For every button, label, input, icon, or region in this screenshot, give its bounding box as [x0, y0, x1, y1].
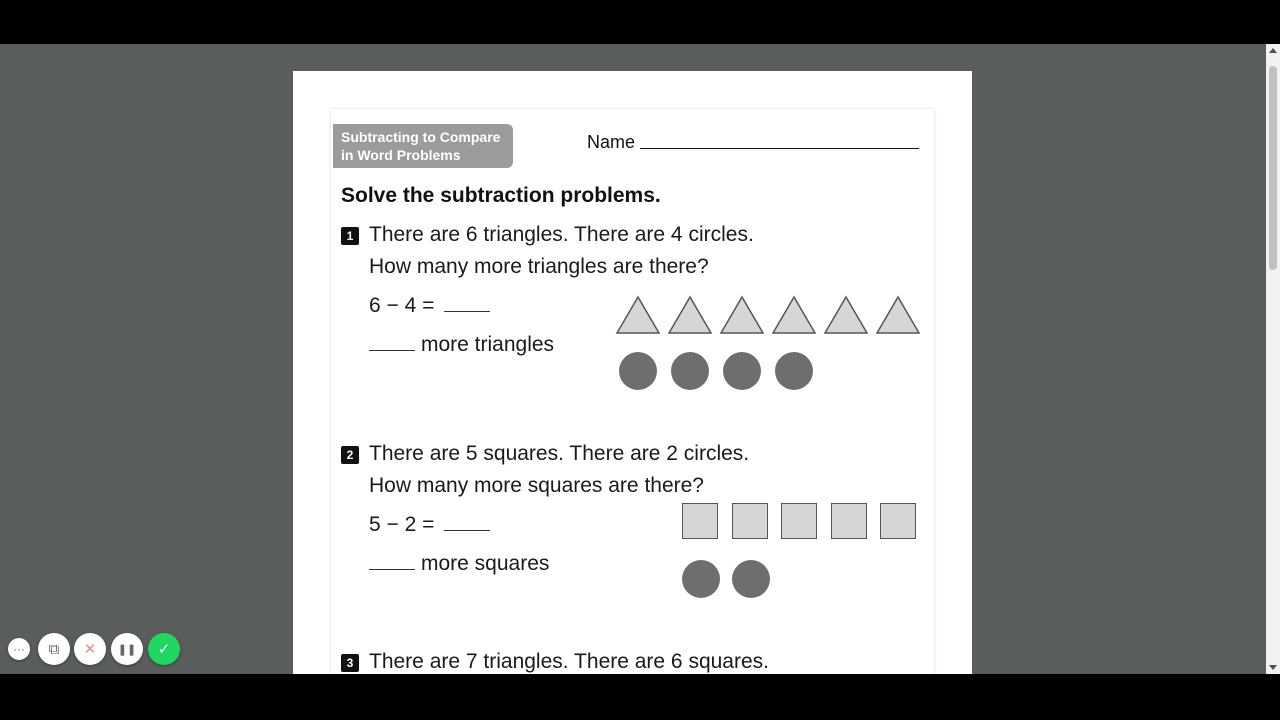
name-line — [640, 148, 919, 149]
problem-1-answer-blank[interactable] — [369, 332, 415, 351]
instructions: Solve the subtraction problems. — [341, 184, 661, 207]
triangle-shape — [617, 297, 659, 333]
pause-icon: ❚❚ — [117, 643, 137, 656]
problem-1-equation — [369, 293, 494, 318]
pause-recording-button[interactable] — [111, 633, 143, 665]
circle-shape — [671, 352, 709, 390]
cancel-recording-button[interactable] — [74, 633, 106, 665]
problem-3-number: 3 — [341, 654, 359, 672]
circle-shape — [682, 560, 720, 598]
problem-1-equation-text: 6 − 4 = — [369, 294, 435, 317]
top-black-bar — [0, 0, 1280, 44]
document-viewer[interactable] — [0, 44, 1266, 674]
vertical-scrollbar[interactable] — [1266, 44, 1280, 674]
problem-2-line-1: There are 5 squares. There are 2 circles. — [369, 442, 750, 465]
problem-1-number: 1 — [341, 227, 359, 245]
more-options-button[interactable] — [8, 638, 30, 660]
topic-line-2: in Word Problems — [341, 147, 461, 163]
close-icon: ✕ — [83, 641, 97, 658]
problem-2-answer-blank[interactable] — [369, 551, 415, 570]
circle-shape — [732, 560, 770, 598]
square-shape — [682, 503, 718, 539]
square-shape — [781, 503, 817, 539]
problem-1-answer-label: more triangles — [421, 333, 555, 356]
problem-1-answer — [369, 332, 554, 357]
triangle-shape — [773, 297, 815, 333]
circle-shape — [619, 352, 657, 390]
worksheet-page — [293, 71, 972, 674]
topic-line-1: Subtracting to Compare — [341, 129, 501, 145]
square-shape — [732, 503, 768, 539]
problem-3-line-1: There are 7 triangles. There are 6 squares. — [369, 650, 769, 673]
name-label: Name — [587, 132, 636, 152]
square-shape — [880, 503, 916, 539]
problem-2-answer — [369, 551, 549, 576]
problem-1-line-1: There are 6 triangles. There are 4 circles. — [369, 223, 754, 246]
more-icon: ··· — [13, 642, 25, 656]
bottom-black-bar — [0, 674, 1280, 720]
problem-2-equation-blank[interactable] — [444, 512, 490, 531]
camera-toggle-button[interactable] — [38, 633, 70, 665]
problem-1-triangles — [615, 295, 921, 337]
problem-2-answer-label: more squares — [421, 552, 550, 575]
square-shape — [831, 503, 867, 539]
scroll-down-arrow-icon[interactable] — [1269, 665, 1277, 670]
check-icon: ✓ — [157, 641, 171, 658]
camera-icon: ⧉ — [48, 640, 60, 658]
circle-shape — [775, 352, 813, 390]
triangle-shape — [877, 297, 919, 333]
problem-1-line-2: How many more triangles are there? — [369, 255, 709, 278]
triangle-shape — [825, 297, 867, 333]
problem-1-equation-blank[interactable] — [444, 293, 490, 312]
circle-shape — [723, 352, 761, 390]
problem-2-equation-text: 5 − 2 = — [369, 513, 435, 536]
triangle-shape — [721, 297, 763, 333]
problem-2-line-2: How many more squares are there? — [369, 474, 704, 497]
problem-2-equation — [369, 512, 494, 537]
scroll-up-arrow-icon[interactable] — [1269, 48, 1277, 53]
topic-label — [333, 124, 513, 168]
triangle-shape — [669, 297, 711, 333]
scroll-thumb[interactable] — [1269, 66, 1277, 270]
finish-recording-button[interactable] — [148, 633, 180, 665]
problem-2-number: 2 — [341, 446, 359, 464]
